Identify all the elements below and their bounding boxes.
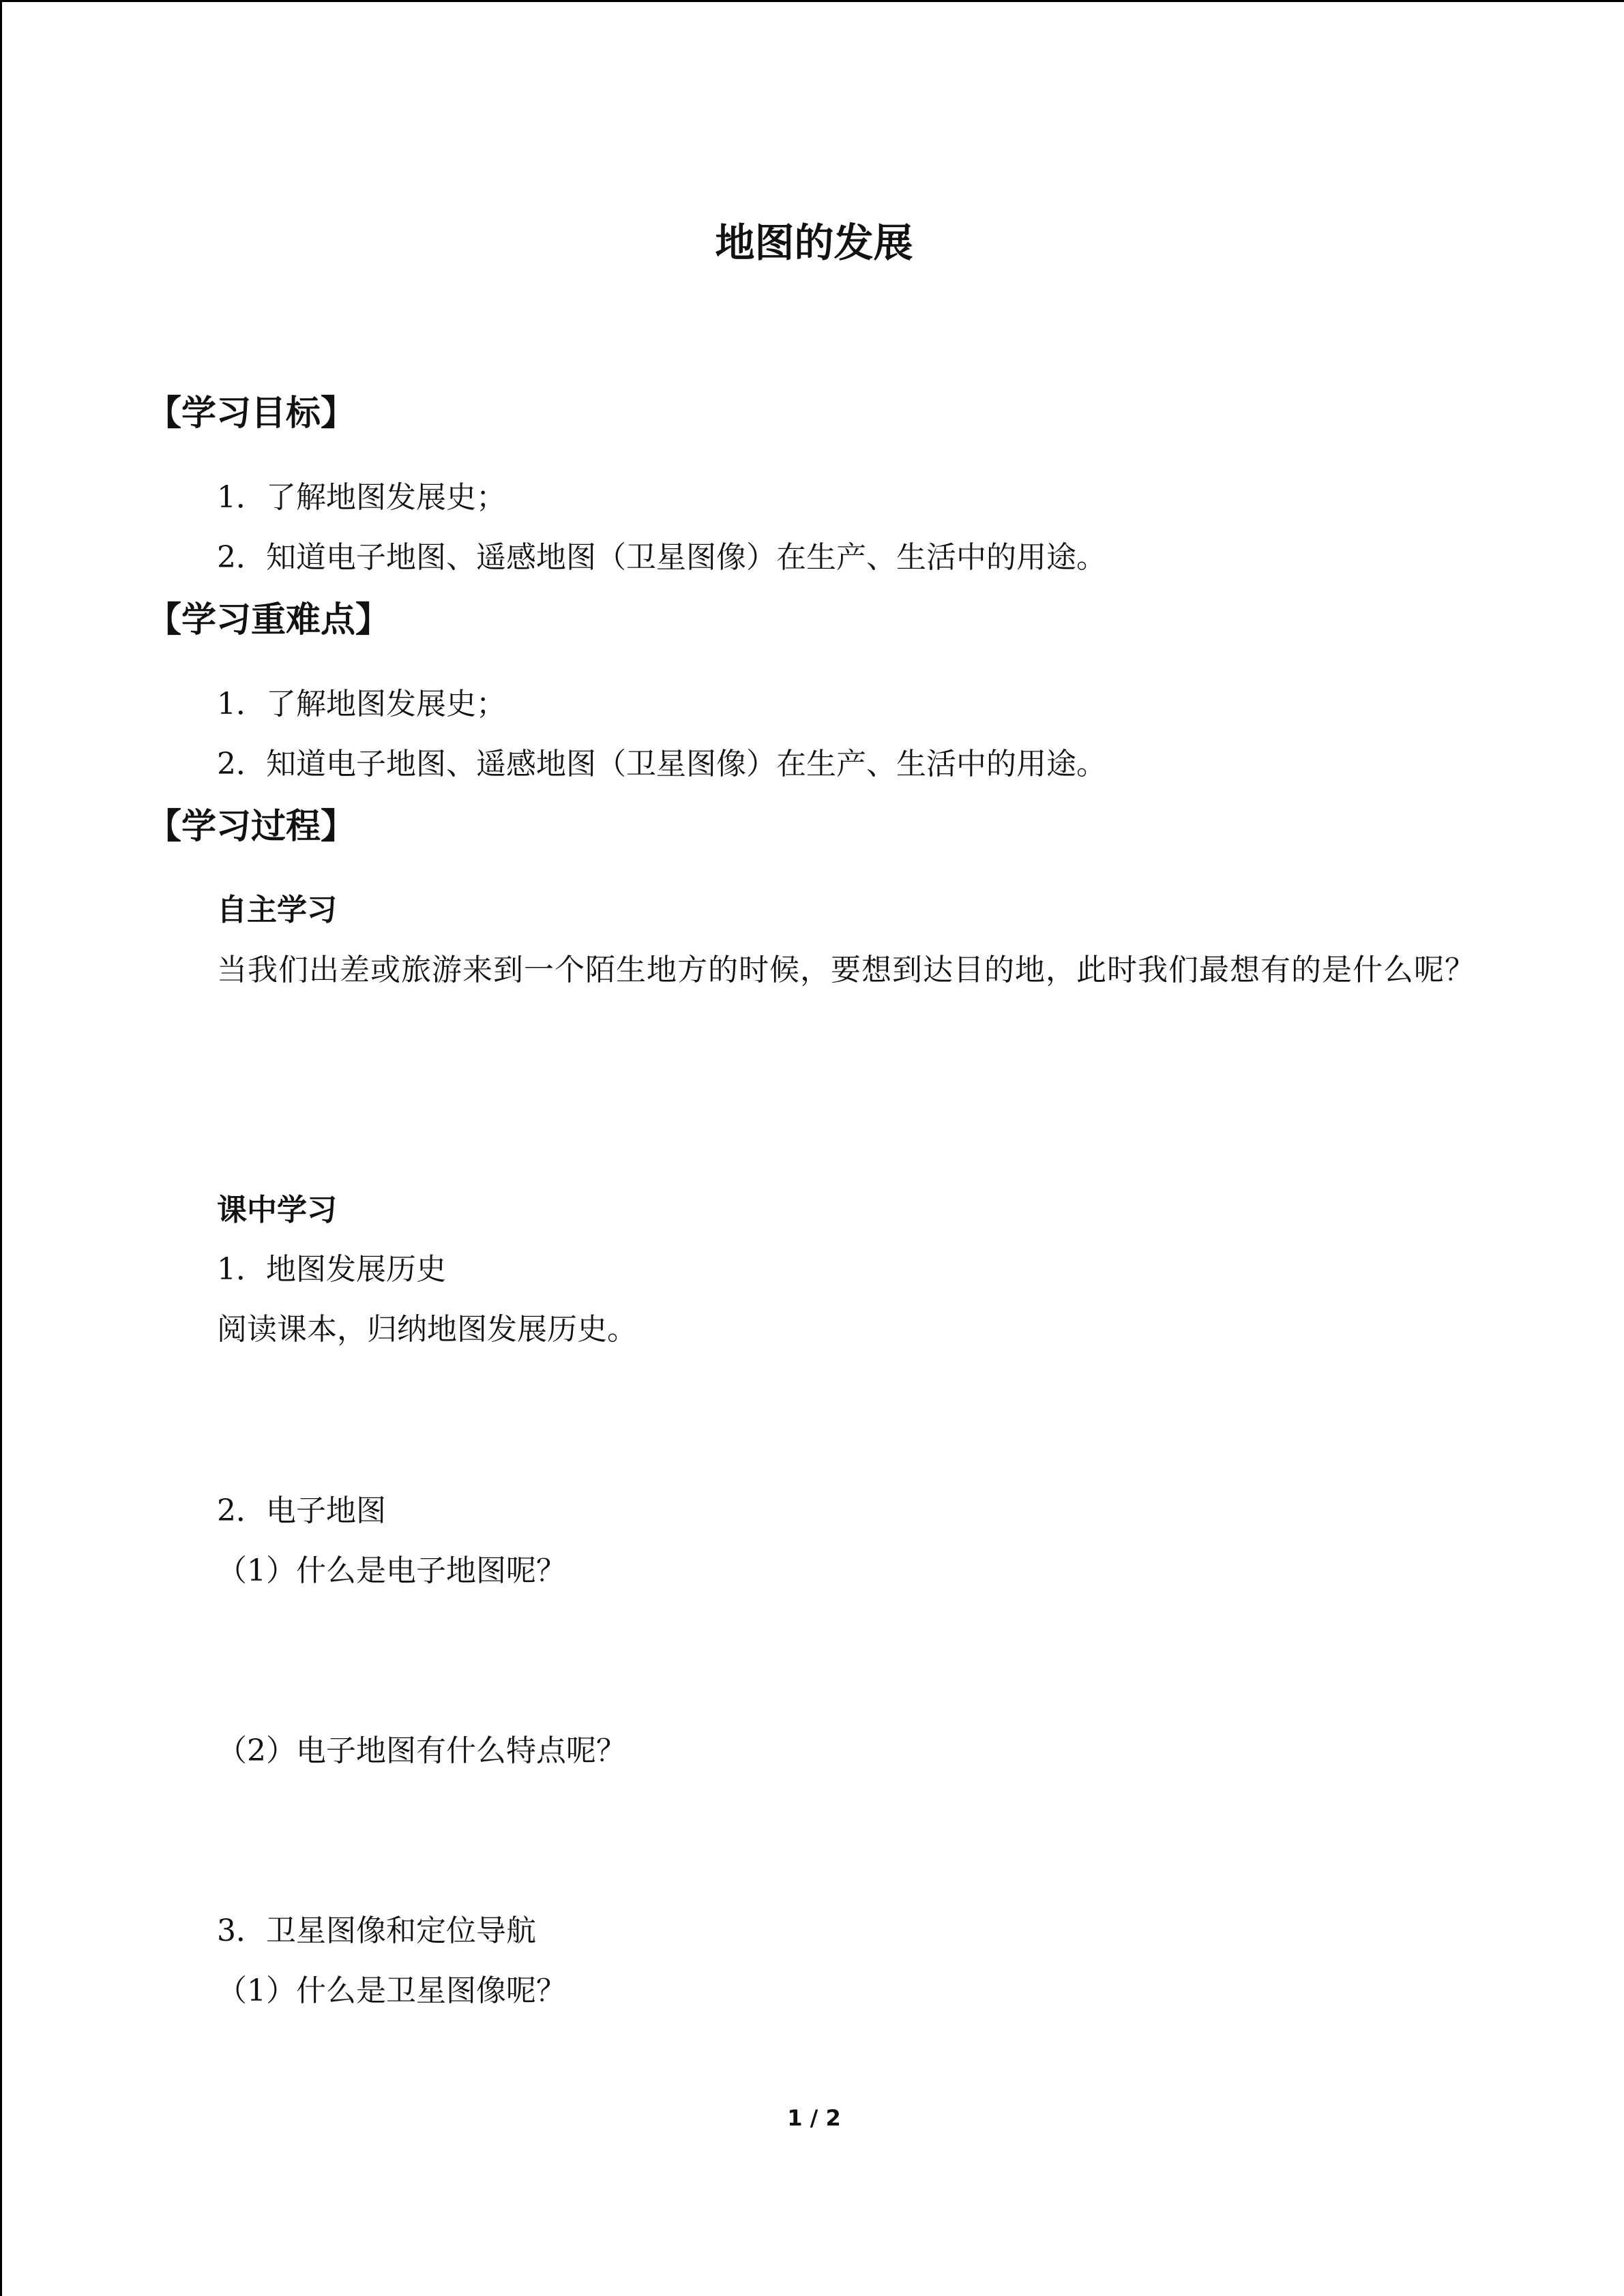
in-class-item-2-question-1: （1）什么是电子地图呢？ [217,1553,566,1588]
process-heading: 【学习过程】 [147,807,356,847]
self-study-paragraph: 当我们出差或旅游来到一个陌生地方的时候，要想到达目的地，此时我们最想有的是什么呢？ [217,953,1475,987]
objectives-item-1: 1．了解地图发展史； [217,480,506,515]
in-class-item-2-question-2: （2）电子地图有什么特点呢？ [217,1733,626,1768]
objectives-item-2: 2．知道电子地图、遥感地图（卫星图像）在生产、生活中的用途。 [217,540,1106,575]
in-class-item-3-question-1: （1）什么是卫星图像呢？ [217,1973,566,2008]
in-class-item-2: 2．电子地图 [217,1493,386,1528]
key-points-item-1: 1．了解地图发展史； [217,687,506,721]
in-class-label: 课中学习 [217,1193,337,1227]
self-study-label: 自主学习 [217,893,337,927]
in-class-item-1-text: 阅读课本，归纳地图发展历史。 [217,1312,637,1347]
key-points-item-2: 2．知道电子地图、遥感地图（卫星图像）在生产、生活中的用途。 [217,747,1106,781]
key-points-heading: 【学习重难点】 [147,600,391,640]
in-class-item-3: 3．卫星图像和定位导航 [217,1913,536,1948]
document-title: 地图的发展 [715,220,913,266]
page-number: 1 / 2 [787,2105,841,2131]
objectives-heading: 【学习目标】 [147,393,356,434]
in-class-item-1: 1．地图发展历史 [217,1252,446,1287]
